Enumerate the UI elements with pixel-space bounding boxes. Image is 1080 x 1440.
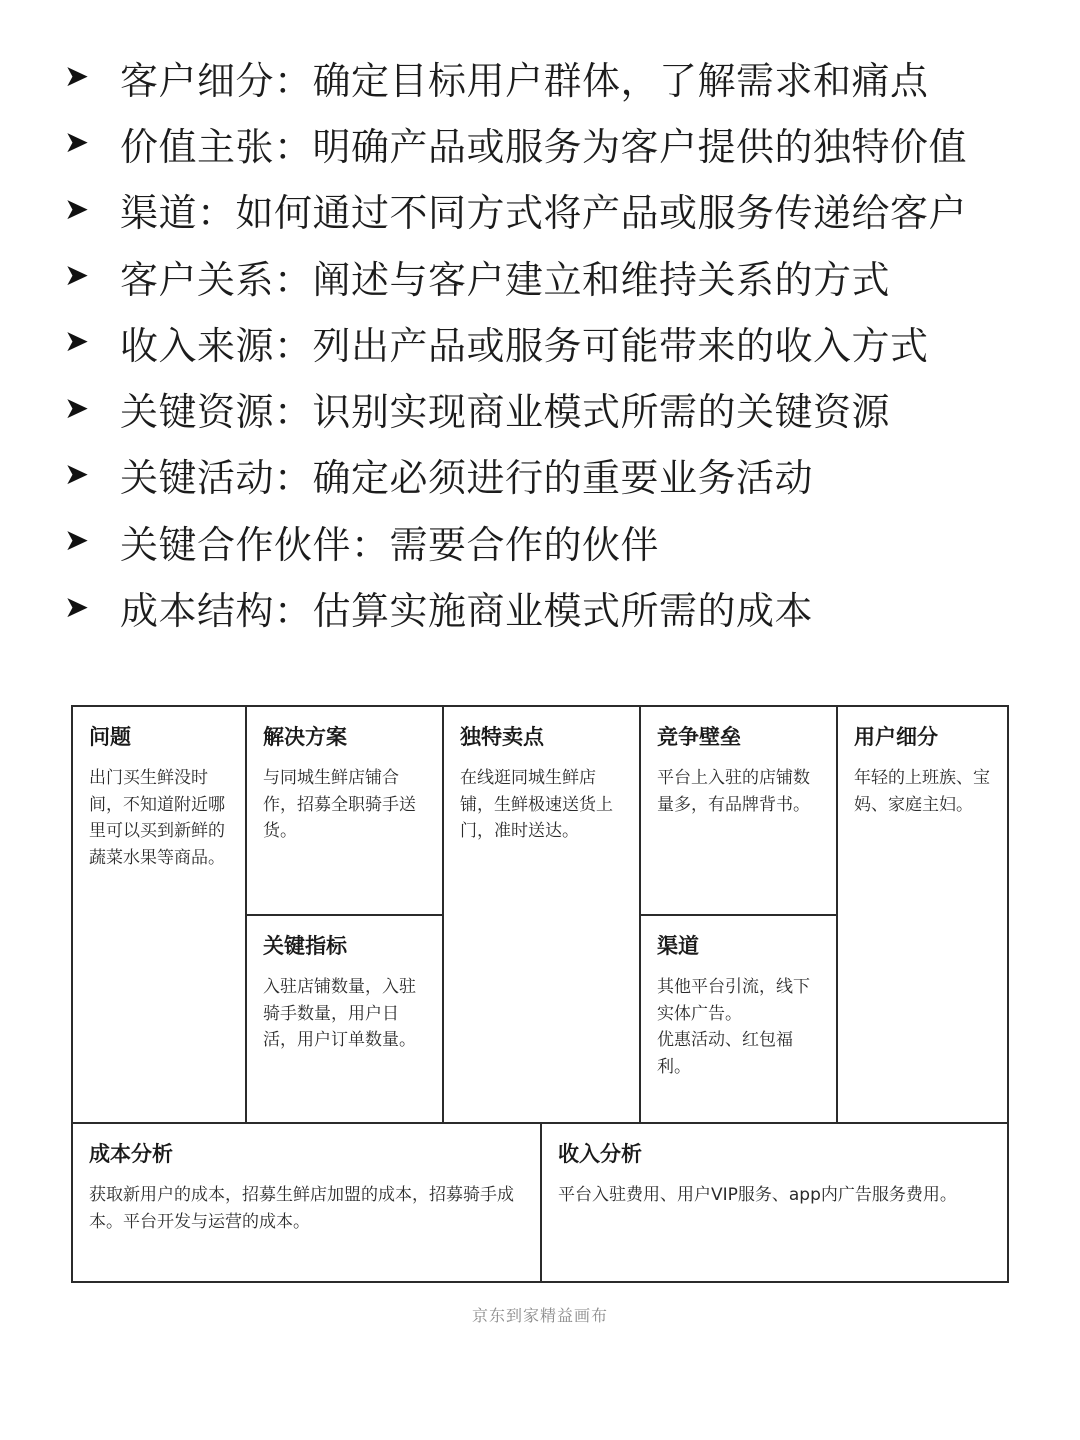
cell-body: 平台上入驻的店铺数量多，有品牌背书。 — [657, 768, 810, 815]
bullet-text: 关键资源：识别实现商业模式所需的关键资源 — [120, 390, 891, 435]
cell-title: 关键指标 — [263, 934, 347, 958]
arrow-icon: ➤ — [64, 324, 90, 360]
arrow-icon: ➤ — [64, 523, 90, 559]
bullet-item — [64, 243, 1054, 309]
cell-body: 年轻的上班族、宝妈、家庭主妇。 — [854, 768, 990, 815]
bullet-item — [64, 574, 1054, 640]
cell-solution — [247, 707, 442, 914]
cell-body: 出门买生鲜没时间，不知道附近哪里可以买到新鲜的蔬菜水果等商品。 — [89, 768, 225, 868]
bullet-item — [64, 44, 1054, 110]
cell-body: 入驻店铺数量，入驻骑手数量，用户日活，用户订单数量。 — [263, 977, 416, 1050]
cell-body: 优惠活动、红包福利。 — [657, 1030, 793, 1077]
cell-title: 用户细分 — [854, 725, 938, 749]
cell-channels — [641, 916, 836, 1122]
arrow-icon: ➤ — [64, 191, 90, 227]
cell-title: 收入分析 — [558, 1142, 642, 1166]
bullet-list — [64, 44, 1054, 641]
bullet-item — [64, 508, 1054, 574]
cell-body: 获取新用户的成本，招募生鲜店加盟的成本，招募骑手成本。平台开发与运营的成本。 — [89, 1185, 514, 1232]
arrow-icon: ➤ — [64, 456, 90, 492]
cell-title: 渠道 — [657, 934, 699, 958]
bullet-item — [64, 309, 1054, 375]
cell-body: 平台入驻费用、用户VIP服务、app内广告服务费用。 — [558, 1185, 957, 1205]
cell-title: 成本分析 — [89, 1142, 173, 1166]
arrow-icon: ➤ — [64, 589, 90, 625]
arrow-icon: ➤ — [64, 125, 90, 161]
cell-title: 问题 — [89, 725, 131, 749]
arrow-icon: ➤ — [64, 390, 90, 426]
cell-title: 独特卖点 — [460, 725, 544, 749]
cell-cost-structure — [73, 1124, 540, 1281]
bullet-text: 关键活动：确定必须进行的重要业务活动 — [120, 456, 814, 501]
bullet-item — [64, 442, 1054, 508]
arrow-icon: ➤ — [64, 258, 90, 294]
bullet-text: 渠道：如何通过不同方式将产品或服务传递给客户 — [120, 191, 968, 236]
cell-unique-selling-point — [444, 707, 639, 1122]
bullet-item — [64, 375, 1054, 441]
bullet-text: 收入来源：列出产品或服务可能带来的收入方式 — [120, 323, 929, 368]
cell-body: 其他平台引流，线下实体广告。 — [657, 977, 810, 1024]
bullet-text: 客户关系：阐述与客户建立和维持关系的方式 — [120, 257, 891, 302]
cell-problem — [73, 707, 245, 1122]
cell-unfair-advantage — [641, 707, 836, 914]
bullet-text: 客户细分：确定目标用户群体，了解需求和痛点 — [120, 58, 929, 103]
cell-body: 与同城生鲜店铺合作，招募全职骑手送货。 — [263, 768, 416, 841]
bullet-text: 价值主张：明确产品或服务为客户提供的独特价值 — [120, 124, 968, 169]
bullet-text: 成本结构：估算实施商业模式所需的成本 — [120, 589, 814, 634]
cell-revenue — [542, 1124, 1007, 1281]
cell-title: 解决方案 — [263, 725, 347, 749]
cell-body: 在线逛同城生鲜店铺，生鲜极速送货上门，准时送达。 — [460, 768, 613, 841]
cell-customer-segments — [838, 707, 1007, 1122]
bullet-text: 关键合作伙伴：需要合作的伙伴 — [120, 522, 660, 567]
lean-canvas — [71, 705, 1009, 1283]
cell-title: 竞争壁垒 — [657, 725, 741, 749]
canvas-caption: 京东到家精益画布 — [471, 1306, 608, 1325]
cell-key-metrics — [247, 916, 442, 1122]
arrow-icon: ➤ — [64, 59, 90, 95]
bullet-item — [64, 177, 1054, 243]
bullet-item — [64, 110, 1054, 176]
